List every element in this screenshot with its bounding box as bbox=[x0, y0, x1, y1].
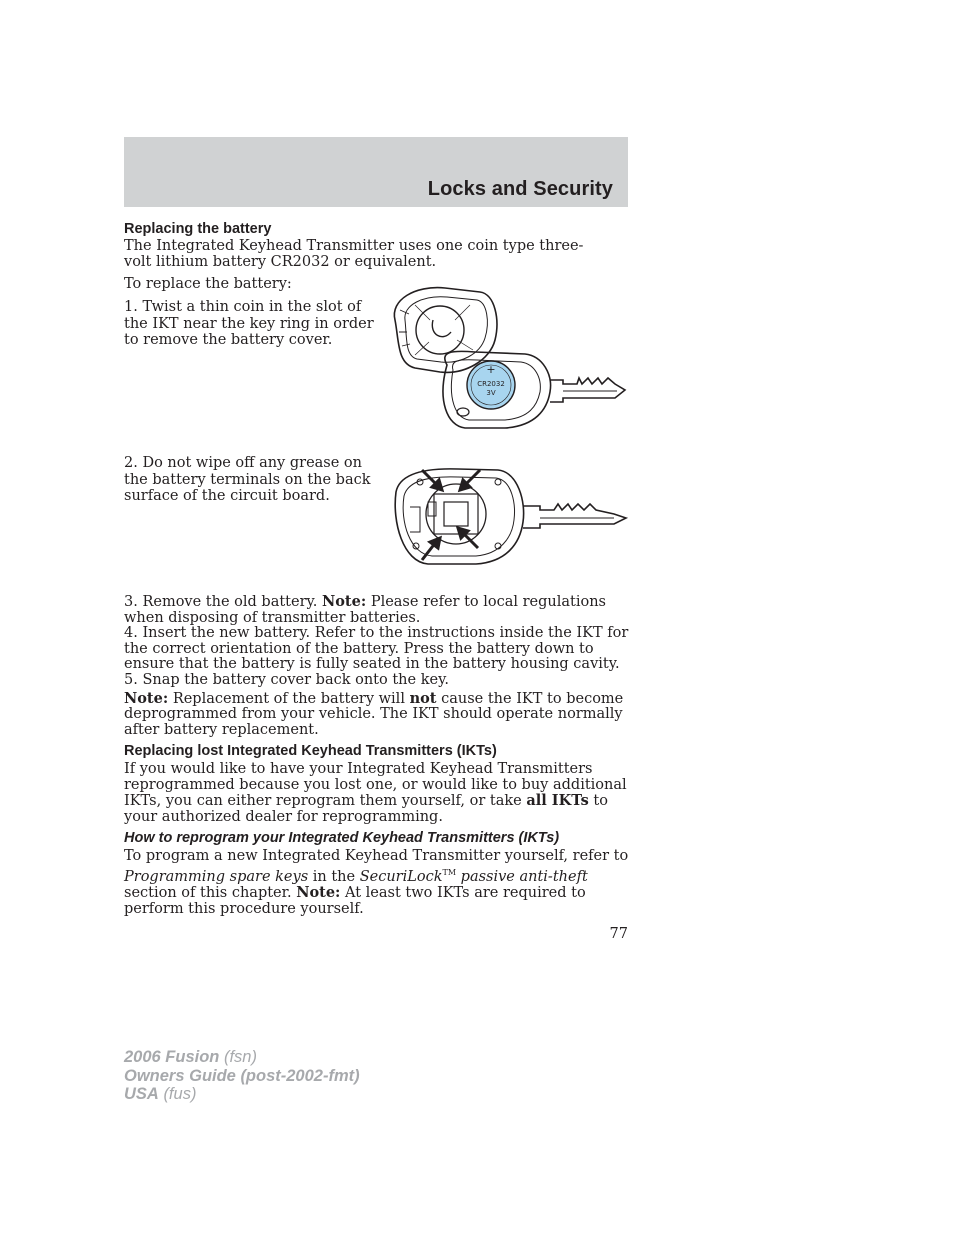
key-blade-shape bbox=[550, 378, 625, 402]
step-2-text: 2. Do not wipe off any grease on the battery terminals on the back surface of the circuit board. bbox=[124, 455, 371, 504]
footer-line-2: Owners Guide (post-2002-fmt) bbox=[124, 1066, 360, 1085]
figure-battery-cover bbox=[385, 280, 630, 430]
figure-circuit-board bbox=[388, 462, 630, 570]
footer bbox=[124, 1048, 360, 1104]
section-heading-reprogram: How to reprogram your Integrated Keyhead Transmitters (IKTs) bbox=[124, 830, 560, 847]
section-heading: Replacing the battery bbox=[124, 221, 272, 237]
header-band bbox=[124, 137, 628, 207]
trademark-mark: TM bbox=[442, 867, 457, 877]
battery-voltage-label: 3V bbox=[486, 389, 496, 397]
battery-model-label: CR2032 bbox=[477, 380, 505, 388]
lost-ikts-paragraph: If you would like to have your Integrated Keyhead Transmitters reprogrammed because you lost one, or would like to buy additional IKTs, you can either reprogram them yourself, or take all IKTs to your authorized dealer for reprogramming. bbox=[124, 760, 627, 825]
lead-paragraph: To replace the battery: bbox=[124, 276, 292, 292]
footer-line-3: USA (fus) bbox=[124, 1085, 197, 1103]
lower-content bbox=[124, 594, 630, 917]
step-1-text: 1. Twist a thin coin in the slot of the IKT near the key ring in order to remove the battery cover. bbox=[124, 299, 374, 348]
battery-plus-label: + bbox=[486, 363, 496, 376]
section-heading-lost-ikts: Replacing lost Integrated Keyhead Transmitters (IKTs) bbox=[124, 743, 497, 760]
page-number: 77 bbox=[609, 926, 628, 942]
footer-line-1: 2006 Fusion (fsn) bbox=[124, 1048, 257, 1066]
step-5-text: 5. Snap the battery cover back onto the key. bbox=[124, 671, 449, 688]
step-4-text: 4. Insert the new battery. Refer to the instructions inside the IKT for the correct orientation of the battery. Press the battery down to ensure that the battery is fully seated in the battery housing cavity. bbox=[124, 625, 629, 673]
intro-paragraph: The Integrated Keyhead Transmitter uses one coin type three-volt lithium battery CR2032 or equivalent. bbox=[124, 238, 584, 270]
page-title: Locks and Security bbox=[427, 178, 613, 200]
key-blade-outline bbox=[523, 504, 626, 528]
battery-note: Note: Replacement of the battery will not cause the IKT to become deprogrammed from your vehicle. The IKT should operate normally after battery replacement. bbox=[124, 689, 624, 738]
reprogram-paragraph: To program a new Integrated Keyhead Transmitter yourself, refer to Programming spare keys in the SecuriLock™ passive anti-theft section of this chapter. Note: At least two IKTs are required to perform this procedure yourself. bbox=[124, 847, 629, 917]
step-3-text: 3. Remove the old battery. Note: Please refer to local regulations when disposing of transmitter batteries. bbox=[124, 593, 606, 626]
